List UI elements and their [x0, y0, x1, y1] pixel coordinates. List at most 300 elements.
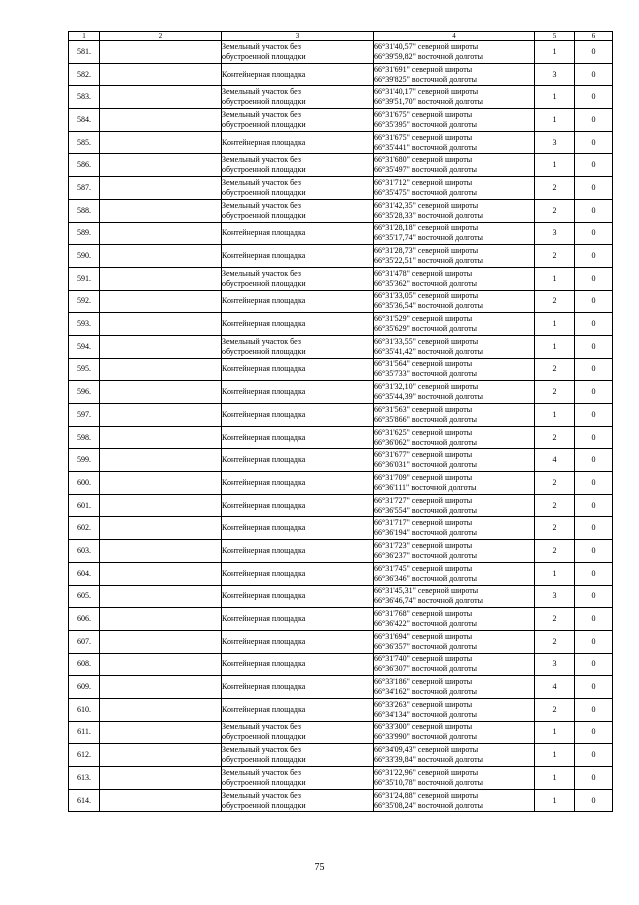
coordinate-line: 66°33'300" северной широты	[374, 722, 473, 732]
coordinates	[374, 585, 535, 608]
site-type	[222, 335, 374, 358]
table-row	[69, 608, 613, 631]
empty-cell	[100, 517, 222, 540]
coordinates	[374, 313, 535, 336]
table-row	[69, 630, 613, 653]
coordinate-line: 66°31'709" северной широты	[374, 472, 473, 482]
empty-cell	[100, 63, 222, 86]
empty-cell	[100, 41, 222, 64]
site-type-line: Земельный участок без	[222, 767, 301, 777]
count-cell: 4	[535, 449, 575, 472]
row-number: 607.	[69, 630, 100, 653]
zero-cell: 0	[575, 245, 613, 268]
row-number: 586.	[69, 154, 100, 177]
row-number: 606.	[69, 608, 100, 631]
coordinates	[374, 517, 535, 540]
empty-cell	[100, 744, 222, 767]
empty-cell	[100, 86, 222, 109]
row-number: 602.	[69, 517, 100, 540]
coordinates	[374, 267, 535, 290]
count-cell: 1	[535, 744, 575, 767]
table-row	[69, 449, 613, 472]
coordinate-line: 66°31'40,17" северной широты	[374, 87, 479, 97]
table-row	[69, 585, 613, 608]
site-type	[222, 109, 374, 132]
coordinates	[374, 472, 535, 495]
site-type-line: Контейнерная площадка	[222, 477, 306, 487]
count-cell: 2	[535, 290, 575, 313]
empty-cell	[100, 426, 222, 449]
row-number: 605.	[69, 585, 100, 608]
zero-cell: 0	[575, 63, 613, 86]
table-row	[69, 358, 613, 381]
table-row	[69, 199, 613, 222]
table-row	[69, 676, 613, 699]
coordinate-line: 66°33'990" восточной долготы	[374, 732, 477, 742]
coordinate-line: 66°36'111" восточной долготы	[374, 482, 477, 492]
row-number: 590.	[69, 245, 100, 268]
coordinate-line: 66°35'441" восточной долготы	[374, 142, 477, 152]
count-cell: 1	[535, 789, 575, 812]
site-type-line: обустроенной площадки	[222, 777, 306, 787]
site-type-line: обустроенной площадки	[222, 97, 306, 107]
table-row	[69, 698, 613, 721]
site-type-line: Земельный участок без	[222, 790, 301, 800]
table-row	[69, 653, 613, 676]
zero-cell: 0	[575, 335, 613, 358]
coordinate-line: 66°31'32,10" северной широты	[374, 382, 479, 392]
site-type-line: Земельный участок без	[222, 336, 301, 346]
row-number: 594.	[69, 335, 100, 358]
site-type-line: Контейнерная площадка	[222, 500, 306, 510]
row-number: 597.	[69, 404, 100, 427]
coordinate-line: 66°36'357" восточной долготы	[374, 641, 477, 651]
count-cell: 2	[535, 177, 575, 200]
site-type	[222, 630, 374, 653]
coordinate-line: 66°36'062" восточной долготы	[374, 437, 477, 447]
row-number: 608.	[69, 653, 100, 676]
count-cell: 1	[535, 404, 575, 427]
empty-cell	[100, 404, 222, 427]
site-type	[222, 653, 374, 676]
zero-cell: 0	[575, 585, 613, 608]
site-type-line: обустроенной площадки	[222, 51, 306, 61]
table-row	[69, 41, 613, 64]
zero-cell: 0	[575, 676, 613, 699]
coordinate-line: 66°36'237" восточной долготы	[374, 550, 477, 560]
empty-cell	[100, 698, 222, 721]
site-type	[222, 562, 374, 585]
row-number: 614.	[69, 789, 100, 812]
empty-cell	[100, 653, 222, 676]
coordinate-line: 66°31'28,18" северной широты	[374, 223, 479, 233]
coordinate-line: 66°31'768" северной широты	[374, 609, 473, 619]
row-number: 583.	[69, 86, 100, 109]
row-number: 595.	[69, 358, 100, 381]
site-type	[222, 517, 374, 540]
empty-cell	[100, 313, 222, 336]
site-type	[222, 381, 374, 404]
count-cell: 1	[535, 562, 575, 585]
count-cell: 1	[535, 767, 575, 790]
zero-cell: 0	[575, 744, 613, 767]
coordinates	[374, 131, 535, 154]
site-type	[222, 154, 374, 177]
zero-cell: 0	[575, 517, 613, 540]
empty-cell	[100, 608, 222, 631]
site-type-line: обустроенной площадки	[222, 732, 306, 742]
count-cell: 1	[535, 335, 575, 358]
count-cell: 2	[535, 608, 575, 631]
coordinates	[374, 562, 535, 585]
zero-cell: 0	[575, 358, 613, 381]
site-type-line: Земельный участок без	[222, 268, 301, 278]
coordinate-line: 66°31'625" северной широты	[374, 427, 473, 437]
site-type	[222, 676, 374, 699]
site-type-line: Контейнерная площадка	[222, 704, 306, 714]
site-type	[222, 245, 374, 268]
row-number: 599.	[69, 449, 100, 472]
coordinate-line: 66°35'28,33" восточной долготы	[374, 210, 483, 220]
coordinates	[374, 426, 535, 449]
count-cell: 2	[535, 358, 575, 381]
row-number: 596.	[69, 381, 100, 404]
table-row	[69, 744, 613, 767]
zero-cell: 0	[575, 313, 613, 336]
site-type-line: Земельный участок без	[222, 87, 301, 97]
coordinate-line: 66°39'825" восточной долготы	[374, 74, 477, 84]
site-type-line: Контейнерная площадка	[222, 659, 306, 669]
coordinates	[374, 335, 535, 358]
zero-cell: 0	[575, 41, 613, 64]
site-type-line: Земельный участок без	[222, 745, 301, 755]
count-cell: 3	[535, 653, 575, 676]
site-type	[222, 608, 374, 631]
coordinate-line: 66°34'162" восточной долготы	[374, 687, 477, 697]
empty-cell	[100, 177, 222, 200]
coordinates	[374, 608, 535, 631]
empty-cell	[100, 335, 222, 358]
table-row	[69, 426, 613, 449]
count-cell: 1	[535, 313, 575, 336]
site-type-line: обустроенной площадки	[222, 210, 306, 220]
empty-cell	[100, 449, 222, 472]
coordinates	[374, 630, 535, 653]
coordinate-line: 66°31'33,55" северной широты	[374, 336, 479, 346]
zero-cell: 0	[575, 86, 613, 109]
coordinates	[374, 676, 535, 699]
empty-cell	[100, 109, 222, 132]
site-type	[222, 131, 374, 154]
coordinates	[374, 109, 535, 132]
coordinate-line: 66°36'554" восточной долготы	[374, 505, 477, 515]
coordinate-line: 66°35'475" восточной долготы	[374, 187, 477, 197]
page-number: 75	[314, 862, 325, 873]
coordinate-line: 66°35'10,78" восточной долготы	[374, 777, 483, 787]
site-type-line: Контейнерная площадка	[222, 296, 306, 306]
coordinate-line: 66°35'36,54" восточной долготы	[374, 301, 483, 311]
table-row	[69, 517, 613, 540]
site-type-line: обустроенной площадки	[222, 346, 306, 356]
coordinates	[374, 449, 535, 472]
empty-cell	[100, 472, 222, 495]
count-cell: 1	[535, 267, 575, 290]
coordinate-line: 66°33'263" северной широты	[374, 699, 473, 709]
coordinate-line: 66°39'51,70" восточной долготы	[374, 97, 483, 107]
site-type-line: обустроенной площадки	[222, 800, 306, 810]
column-numbers-row	[69, 32, 613, 41]
empty-cell	[100, 540, 222, 563]
coordinate-line: 66°35'629" восточной долготы	[374, 324, 477, 334]
coordinate-line: 66°31'723" северной широты	[374, 540, 473, 550]
row-number: 588.	[69, 199, 100, 222]
empty-cell	[100, 562, 222, 585]
site-type-line: Контейнерная площадка	[222, 523, 306, 533]
site-type-line: Контейнерная площадка	[222, 69, 306, 79]
coordinate-line: 66°31'33,05" северной широты	[374, 291, 479, 301]
site-type	[222, 426, 374, 449]
count-cell: 2	[535, 517, 575, 540]
coordinate-line: 66°31'45,31" северной широты	[374, 586, 479, 596]
zero-cell: 0	[575, 721, 613, 744]
count-cell: 4	[535, 676, 575, 699]
empty-cell	[100, 789, 222, 812]
coordinate-line: 66°31'478" северной широты	[374, 268, 473, 278]
table-row	[69, 109, 613, 132]
empty-cell	[100, 676, 222, 699]
coordinate-line: 66°33'39,84" восточной долготы	[374, 755, 483, 765]
zero-cell: 0	[575, 199, 613, 222]
count-cell: 3	[535, 131, 575, 154]
site-type-line: Контейнерная площадка	[222, 636, 306, 646]
register-table	[68, 31, 613, 812]
zero-cell: 0	[575, 449, 613, 472]
coordinate-line: 66°31'740" северной широты	[374, 654, 473, 664]
empty-cell	[100, 245, 222, 268]
site-type-line: Земельный участок без	[222, 155, 301, 165]
site-type	[222, 358, 374, 381]
coordinate-line: 66°34'134" восточной долготы	[374, 709, 477, 719]
site-type	[222, 86, 374, 109]
coordinates	[374, 494, 535, 517]
site-type-line: обустроенной площадки	[222, 119, 306, 129]
zero-cell: 0	[575, 131, 613, 154]
table-body	[69, 41, 613, 812]
table-row	[69, 131, 613, 154]
count-cell: 1	[535, 721, 575, 744]
row-number: 601.	[69, 494, 100, 517]
coordinates	[374, 290, 535, 313]
zero-cell: 0	[575, 767, 613, 790]
count-cell: 2	[535, 199, 575, 222]
coordinates	[374, 222, 535, 245]
row-number: 604.	[69, 562, 100, 585]
empty-cell	[100, 494, 222, 517]
empty-cell	[100, 630, 222, 653]
zero-cell: 0	[575, 653, 613, 676]
coordinate-line: 66°36'194" восточной долготы	[374, 528, 477, 538]
zero-cell: 0	[575, 290, 613, 313]
row-number: 612.	[69, 744, 100, 767]
zero-cell: 0	[575, 222, 613, 245]
site-type	[222, 789, 374, 812]
table-row	[69, 222, 613, 245]
coordinate-line: 66°35'17,74" восточной долготы	[374, 233, 483, 243]
site-type-line: Контейнерная площадка	[222, 137, 306, 147]
table-row	[69, 154, 613, 177]
site-type-line: Контейнерная площадка	[222, 591, 306, 601]
coordinate-line: 66°35'733" восточной долготы	[374, 369, 477, 379]
column-header: 1	[69, 32, 100, 41]
column-header: 3	[222, 32, 374, 41]
coordinate-line: 66°33'186" северной широты	[374, 677, 473, 687]
table-row	[69, 86, 613, 109]
coordinates	[374, 698, 535, 721]
site-type-line: Контейнерная площадка	[222, 319, 306, 329]
zero-cell: 0	[575, 426, 613, 449]
count-cell: 3	[535, 585, 575, 608]
zero-cell: 0	[575, 562, 613, 585]
table-row	[69, 562, 613, 585]
empty-cell	[100, 131, 222, 154]
empty-cell	[100, 222, 222, 245]
table-row	[69, 494, 613, 517]
site-type-line: Контейнерная площадка	[222, 251, 306, 261]
table-row	[69, 63, 613, 86]
site-type	[222, 698, 374, 721]
coordinate-line: 66°35'362" восточной долготы	[374, 278, 477, 288]
count-cell: 2	[535, 630, 575, 653]
coordinate-line: 66°34'09,43" северной широты	[374, 745, 479, 755]
count-cell: 3	[535, 63, 575, 86]
zero-cell: 0	[575, 698, 613, 721]
zero-cell: 0	[575, 472, 613, 495]
zero-cell: 0	[575, 109, 613, 132]
count-cell: 2	[535, 381, 575, 404]
coordinate-line: 66°31'675" северной широты	[374, 109, 473, 119]
coordinate-line: 66°35'866" восточной долготы	[374, 414, 477, 424]
site-type	[222, 177, 374, 200]
site-type-line: Земельный участок без	[222, 109, 301, 119]
table-row	[69, 721, 613, 744]
site-type	[222, 41, 374, 64]
coordinate-line: 66°36'031" восточной долготы	[374, 460, 477, 470]
coordinates	[374, 381, 535, 404]
table-row	[69, 404, 613, 427]
coordinates	[374, 358, 535, 381]
site-type-line: Контейнерная площадка	[222, 387, 306, 397]
site-type	[222, 313, 374, 336]
column-header: 2	[100, 32, 222, 41]
site-type-line: Контейнерная площадка	[222, 228, 306, 238]
coordinate-line: 66°31'22,96" северной широты	[374, 767, 479, 777]
coordinates	[374, 199, 535, 222]
coordinates	[374, 653, 535, 676]
site-type	[222, 63, 374, 86]
site-type-line: Контейнерная площадка	[222, 682, 306, 692]
site-type-line: Контейнерная площадка	[222, 409, 306, 419]
site-type-line: обустроенной площадки	[222, 755, 306, 765]
zero-cell: 0	[575, 404, 613, 427]
site-type	[222, 540, 374, 563]
empty-cell	[100, 767, 222, 790]
table-row	[69, 472, 613, 495]
site-type-line: Контейнерная площадка	[222, 568, 306, 578]
coordinate-line: 66°31'717" северной широты	[374, 518, 473, 528]
row-number: 589.	[69, 222, 100, 245]
count-cell: 2	[535, 472, 575, 495]
coordinate-line: 66°31'677" северной широты	[374, 450, 473, 460]
zero-cell: 0	[575, 540, 613, 563]
coordinate-line: 66°31'675" северной широты	[374, 132, 473, 142]
site-type	[222, 744, 374, 767]
row-number: 613.	[69, 767, 100, 790]
coordinate-line: 66°36'46,74" восточной долготы	[374, 596, 483, 606]
coordinates	[374, 744, 535, 767]
coordinate-line: 66°35'395" восточной долготы	[374, 119, 477, 129]
coordinates	[374, 245, 535, 268]
row-number: 591.	[69, 267, 100, 290]
zero-cell: 0	[575, 789, 613, 812]
zero-cell: 0	[575, 267, 613, 290]
coordinate-line: 66°36'307" восточной долготы	[374, 664, 477, 674]
zero-cell: 0	[575, 494, 613, 517]
coordinates	[374, 41, 535, 64]
zero-cell: 0	[575, 381, 613, 404]
site-type	[222, 222, 374, 245]
row-number: 587.	[69, 177, 100, 200]
coordinate-line: 66°31'694" северной широты	[374, 631, 473, 641]
empty-cell	[100, 721, 222, 744]
count-cell: 2	[535, 540, 575, 563]
count-cell: 1	[535, 41, 575, 64]
zero-cell: 0	[575, 177, 613, 200]
coordinate-line: 66°35'41,42" восточной долготы	[374, 346, 483, 356]
table-row	[69, 245, 613, 268]
coordinate-line: 66°31'40,57" северной широты	[374, 41, 479, 51]
row-number: 581.	[69, 41, 100, 64]
row-number: 609.	[69, 676, 100, 699]
table-row	[69, 767, 613, 790]
site-type-line: обустроенной площадки	[222, 165, 306, 175]
coordinates	[374, 767, 535, 790]
site-type-line: Земельный участок без	[222, 177, 301, 187]
site-type-line: обустроенной площадки	[222, 278, 306, 288]
empty-cell	[100, 199, 222, 222]
coordinates	[374, 177, 535, 200]
row-number: 610.	[69, 698, 100, 721]
table-row	[69, 177, 613, 200]
coordinates	[374, 789, 535, 812]
site-type-line: Контейнерная площадка	[222, 614, 306, 624]
site-type-line: Контейнерная площадка	[222, 455, 306, 465]
table-row	[69, 290, 613, 313]
coordinate-line: 66°31'24,88" северной широты	[374, 790, 479, 800]
coordinate-line: 66°31'529" северной широты	[374, 314, 473, 324]
site-type-line: Контейнерная площадка	[222, 545, 306, 555]
coordinate-line: 66°35'44,39" восточной долготы	[374, 392, 483, 402]
coordinate-line: 66°35'08,24" восточной долготы	[374, 800, 483, 810]
coordinate-line: 66°31'42,35" северной широты	[374, 200, 479, 210]
row-number: 598.	[69, 426, 100, 449]
coordinate-line: 66°31'745" северной широты	[374, 563, 473, 573]
count-cell: 2	[535, 426, 575, 449]
site-type-line: Земельный участок без	[222, 41, 301, 51]
zero-cell: 0	[575, 630, 613, 653]
site-type	[222, 267, 374, 290]
site-type	[222, 721, 374, 744]
coordinates	[374, 721, 535, 744]
